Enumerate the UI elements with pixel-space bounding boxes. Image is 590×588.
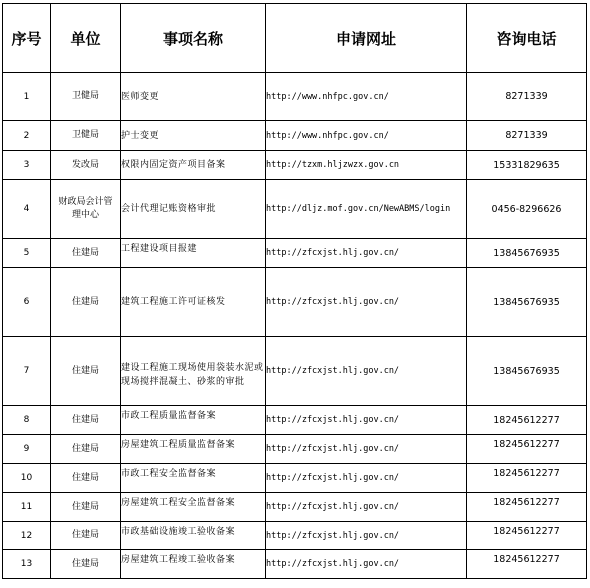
- unit-cell: 住建局: [51, 239, 121, 268]
- header-row: [3, 4, 587, 73]
- item-cell: 市政工程质量监督备案: [121, 406, 266, 435]
- url-cell[interactable]: http://zfcxjst.hlj.gov.cn/: [266, 493, 467, 522]
- seq-cell: 7: [3, 337, 51, 406]
- phone-cell: 13845676935: [467, 337, 587, 406]
- header-url: 申请网址: [266, 4, 467, 73]
- url-cell[interactable]: http://zfcxjst.hlj.gov.cn/: [266, 464, 467, 493]
- phone-cell: 18245612277: [467, 435, 587, 464]
- url-cell[interactable]: http://zfcxjst.hlj.gov.cn/: [266, 550, 467, 579]
- item-cell: 市政基础设施竣工验收备案: [121, 522, 266, 550]
- table-row: [3, 151, 587, 180]
- table-row: [3, 550, 587, 579]
- phone-cell: 0456-8296626: [467, 180, 587, 239]
- header-seq: 序号: [3, 4, 51, 73]
- url-cell[interactable]: http://zfcxjst.hlj.gov.cn/: [266, 406, 467, 435]
- seq-cell: 3: [3, 151, 51, 180]
- phone-cell: 18245612277: [467, 464, 587, 493]
- url-cell[interactable]: http://zfcxjst.hlj.gov.cn/: [266, 239, 467, 268]
- item-cell: 建设工程施工现场使用袋装水泥或现场搅拌混凝土、砂浆的审批: [121, 337, 266, 406]
- url-cell[interactable]: http://www.nhfpc.gov.cn/: [266, 121, 467, 151]
- item-cell: 房屋建筑工程竣工验收备案: [121, 550, 266, 579]
- item-cell: 房屋建筑工程安全监督备案: [121, 493, 266, 522]
- phone-cell: 15331829635: [467, 151, 587, 180]
- phone-cell: 13845676935: [467, 268, 587, 337]
- table-row: [3, 464, 587, 493]
- url-cell[interactable]: http://zfcxjst.hlj.gov.cn/: [266, 522, 467, 550]
- item-cell: 工程建设项目报建: [121, 239, 266, 268]
- unit-cell: 住建局: [51, 337, 121, 406]
- header-item: 事项名称: [121, 4, 266, 73]
- table-row: [3, 337, 587, 406]
- table-row: [3, 406, 587, 435]
- seq-cell: 9: [3, 435, 51, 464]
- url-cell[interactable]: http://zfcxjst.hlj.gov.cn/: [266, 268, 467, 337]
- item-cell: 建筑工程施工许可证核发: [121, 268, 266, 337]
- header-phone: 咨询电话: [467, 4, 587, 73]
- unit-cell: 住建局: [51, 522, 121, 550]
- phone-cell: 18245612277: [467, 406, 587, 435]
- seq-cell: 4: [3, 180, 51, 239]
- item-cell: 会计代理记账资格审批: [121, 180, 266, 239]
- phone-cell: 18245612277: [467, 493, 587, 522]
- unit-cell: 住建局: [51, 493, 121, 522]
- seq-cell: 12: [3, 522, 51, 550]
- url-cell[interactable]: http://zfcxjst.hlj.gov.cn/: [266, 337, 467, 406]
- seq-cell: 11: [3, 493, 51, 522]
- table-row: [3, 268, 587, 337]
- item-cell: 护士变更: [121, 121, 266, 151]
- url-cell[interactable]: http://zfcxjst.hlj.gov.cn/: [266, 435, 467, 464]
- table-row: [3, 121, 587, 151]
- seq-cell: 1: [3, 73, 51, 121]
- unit-cell: 发改局: [51, 151, 121, 180]
- header-unit: 单位: [51, 4, 121, 73]
- item-cell: 房屋建筑工程质量监督备案: [121, 435, 266, 464]
- table-row: [3, 493, 587, 522]
- seq-cell: 13: [3, 550, 51, 579]
- table-row: [3, 180, 587, 239]
- seq-cell: 10: [3, 464, 51, 493]
- table-row: [3, 73, 587, 121]
- phone-cell: 8271339: [467, 121, 587, 151]
- phone-cell: 13845676935: [467, 239, 587, 268]
- unit-cell: 住建局: [51, 464, 121, 493]
- url-cell[interactable]: http://tzxm.hljzwzx.gov.cn: [266, 151, 467, 180]
- unit-cell: 住建局: [51, 435, 121, 464]
- unit-cell: 卫健局: [51, 73, 121, 121]
- seq-cell: 5: [3, 239, 51, 268]
- phone-cell: 18245612277: [467, 550, 587, 579]
- unit-cell: 住建局: [51, 550, 121, 579]
- url-cell[interactable]: http://www.nhfpc.gov.cn/: [266, 73, 467, 121]
- table-row: [3, 435, 587, 464]
- unit-cell: 住建局: [51, 268, 121, 337]
- service-table: [2, 3, 587, 579]
- unit-cell: 卫健局: [51, 121, 121, 151]
- item-cell: 权限内固定资产项目备案: [121, 151, 266, 180]
- seq-cell: 8: [3, 406, 51, 435]
- url-cell[interactable]: http://dljz.mof.gov.cn/NewABMS/login: [266, 180, 467, 239]
- table-row: [3, 239, 587, 268]
- item-cell: 市政工程安全监督备案: [121, 464, 266, 493]
- item-cell: 医师变更: [121, 73, 266, 121]
- phone-cell: 18245612277: [467, 522, 587, 550]
- unit-cell: 财政局会计管理中心: [51, 180, 121, 239]
- seq-cell: 6: [3, 268, 51, 337]
- seq-cell: 2: [3, 121, 51, 151]
- table-row: [3, 522, 587, 550]
- phone-cell: 8271339: [467, 73, 587, 121]
- unit-cell: 住建局: [51, 406, 121, 435]
